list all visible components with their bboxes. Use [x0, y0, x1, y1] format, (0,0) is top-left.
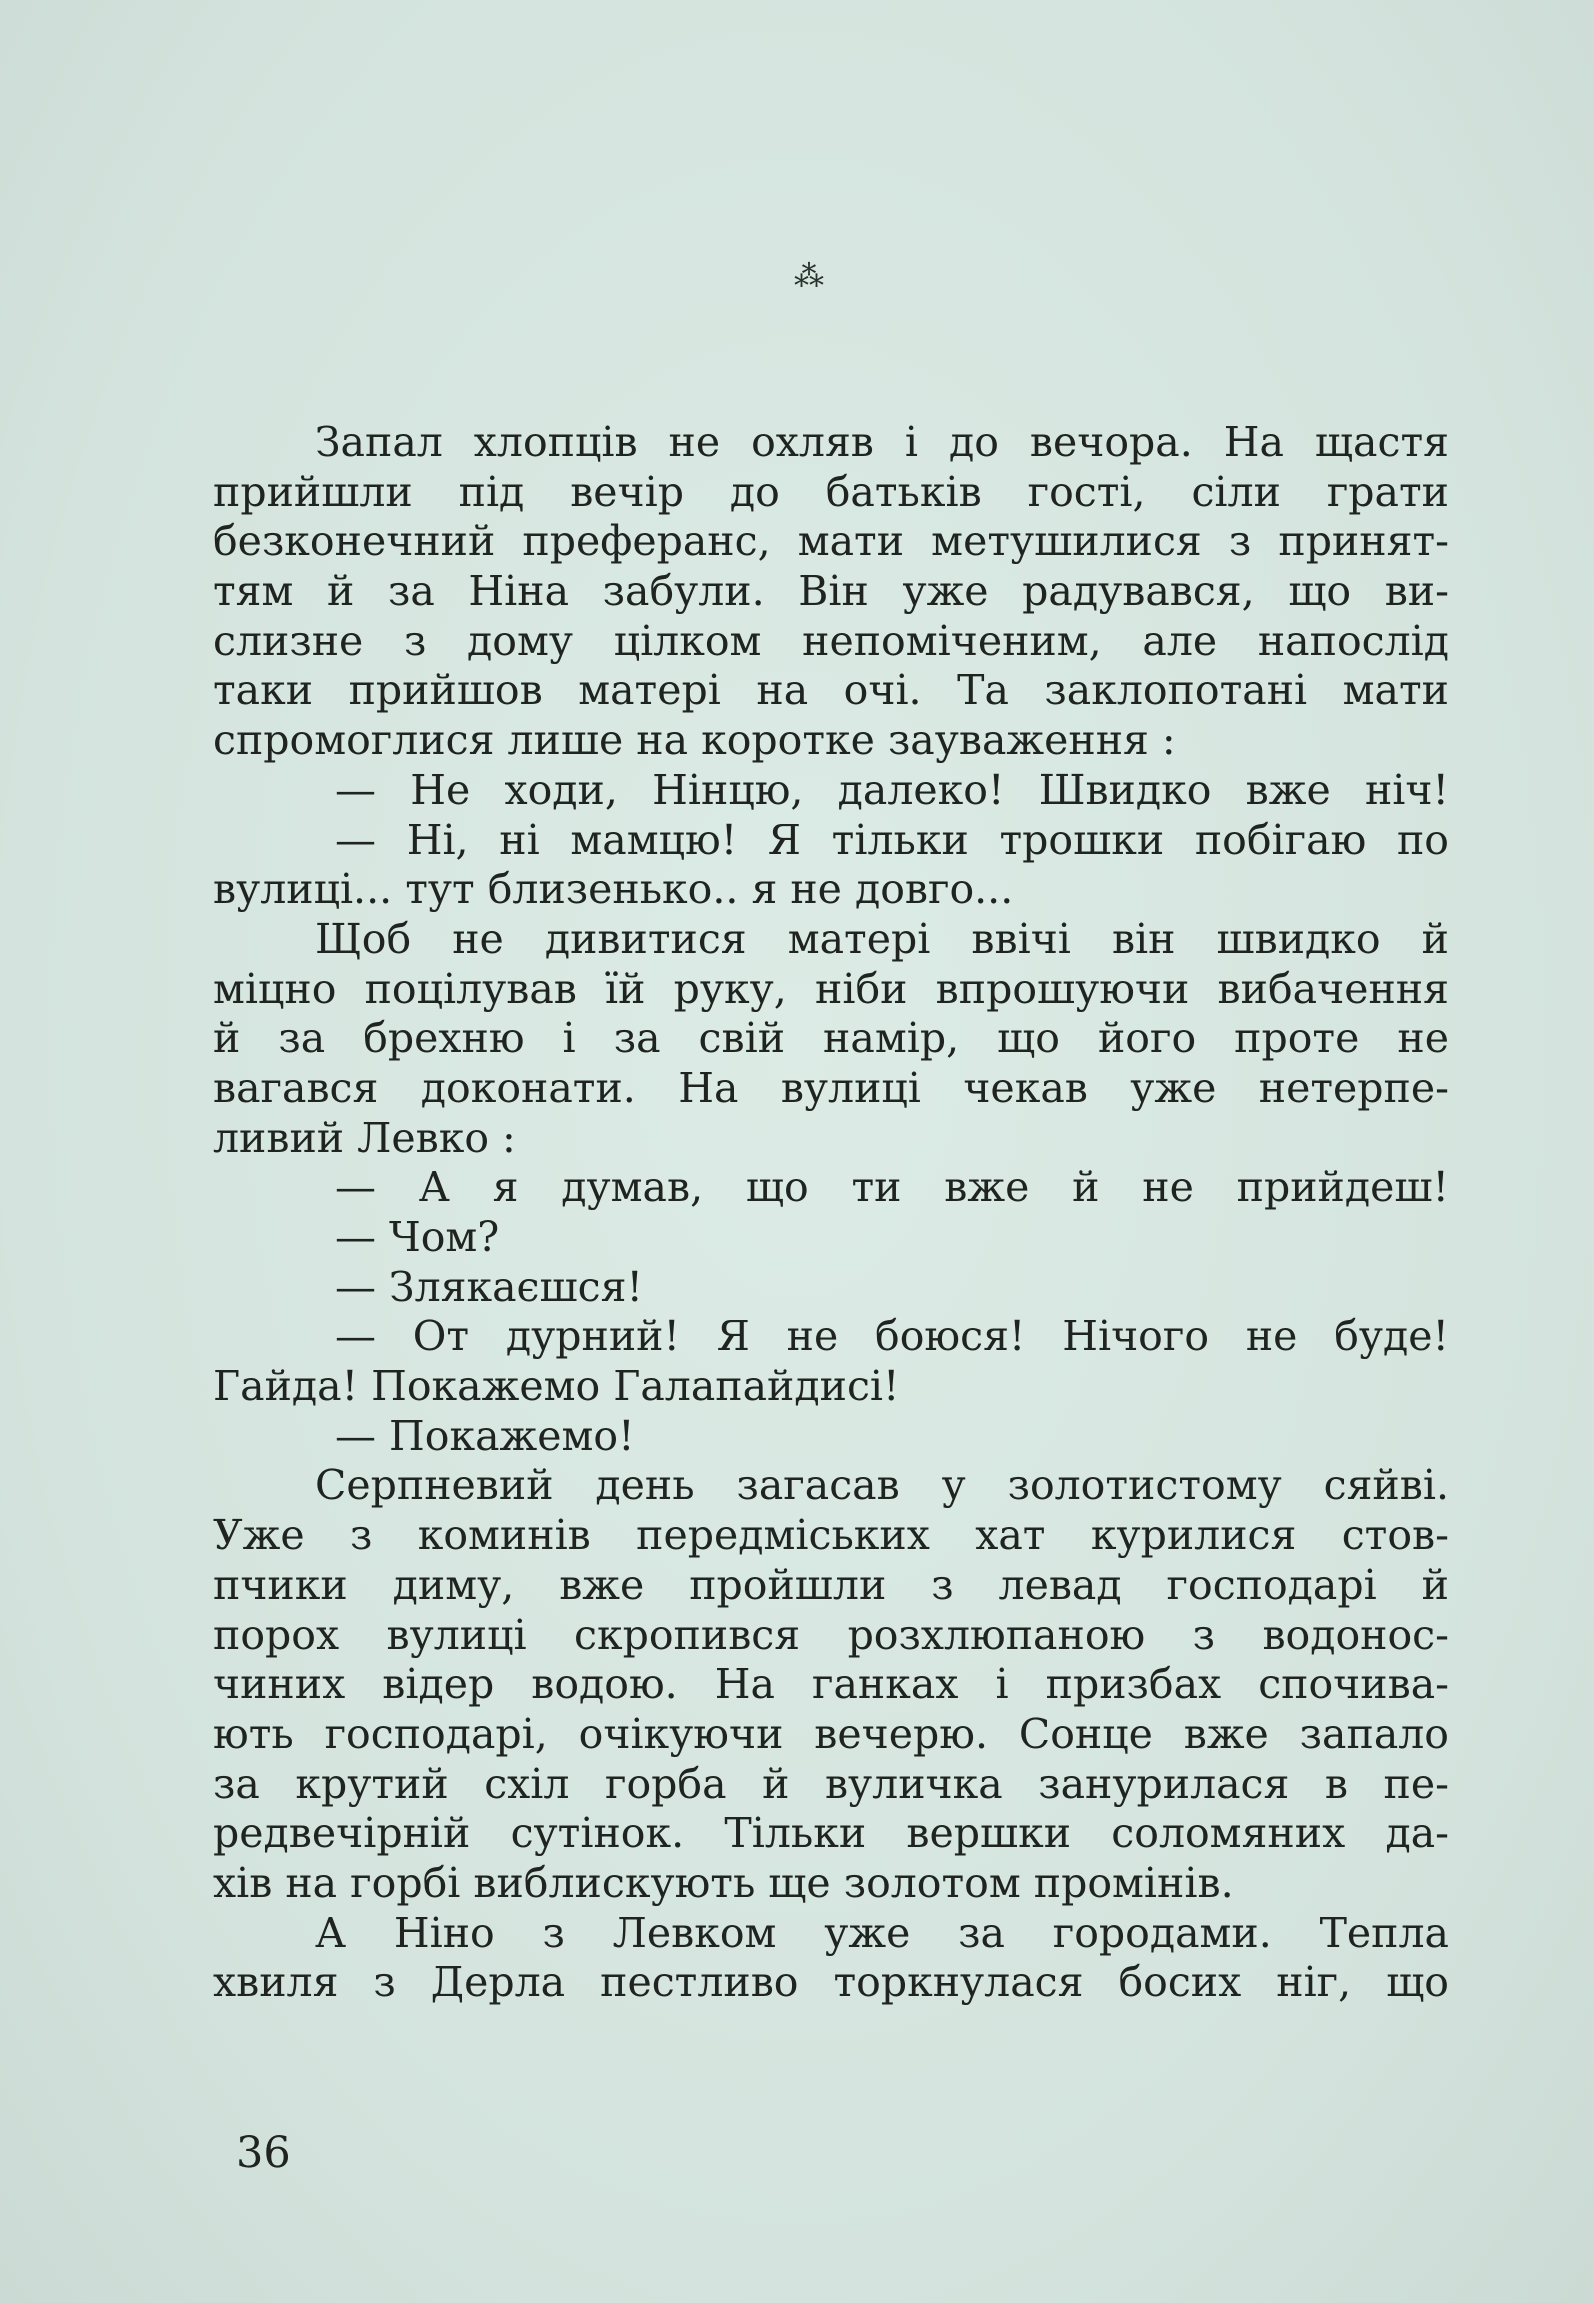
- page-number: 36: [236, 2128, 291, 2178]
- body-text: [213, 418, 1449, 2008]
- text-line: міцно поцілував їй руку, ніби впрошуючи вибачення: [213, 964, 1449, 1013]
- text-line: Гайда! Покажемо Галапайдисі!: [213, 1362, 900, 1411]
- text-line: порох вулиці скропився розхлюпаною з водонос-: [213, 1610, 1449, 1659]
- text-line: вулиці... тут близенько.. я не довго...: [213, 865, 1014, 914]
- text-line: слизне з дому цілком непоміченим, але напослід: [213, 616, 1449, 665]
- text-line: — Покажемо!: [335, 1411, 635, 1460]
- text-line: редвечірній сутінок. Тільки вершки соломяних да-: [213, 1809, 1449, 1858]
- text-line: спромоглися лише на коротке зауваження :: [213, 716, 1176, 765]
- text-line: за крутий схіл горба й вуличка занурилася в пе-: [213, 1759, 1449, 1808]
- text-line: — Чом?: [335, 1213, 500, 1261]
- text-line: — От дурний! Я не боюся! Нічого не буде!: [335, 1312, 1449, 1361]
- text-line: хвиля з Дерла пестливо торкнулася босих ніг, що: [213, 1958, 1449, 2007]
- text-line: Серпневий день загасав у золотистому сяйві.: [315, 1461, 1449, 1510]
- text-line: — А я думав, що ти вже й не прийдеш!: [335, 1163, 1449, 1212]
- text-line: Уже з коминів передміських хат курилися стов-: [213, 1511, 1449, 1560]
- text-line: — Злякаєшся!: [335, 1262, 643, 1311]
- text-line: тям й за Ніна забули. Він уже радувався, що ви-: [213, 567, 1449, 616]
- text-line: — Не ходи, Нінцю, далеко! Швидко вже ніч!: [335, 765, 1449, 814]
- text-line: безконечний преферанс, мати метушилися з принят-: [213, 517, 1449, 566]
- text-line: таки прийшов матері на очі. Та заклопотані мати: [213, 666, 1449, 715]
- text-line: ють господарі, очікуючи вечерю. Сонце вже запало: [213, 1709, 1449, 1758]
- text-line: Запал хлопців не охляв і до вечора. На щастя: [315, 418, 1449, 466]
- text-line: чиних відер водою. На ганках і призбах спочива-: [213, 1660, 1449, 1709]
- section-asterism: ⁂: [794, 259, 826, 294]
- text-line: Щоб не дивитися матері ввічі він швидко й: [315, 914, 1449, 963]
- text-line: — Ні, ні мамцю! Я тільки трошки побігаю по: [335, 815, 1449, 864]
- text-line: прийшли під вечір до батьків гості, сіли грати: [213, 467, 1449, 516]
- text-line: хів на горбі виблискують ще золотом промінів.: [213, 1858, 1234, 1907]
- text-line: пчики диму, вже пройшли з левад господарі й: [213, 1560, 1449, 1609]
- text-line: ливий Левко :: [213, 1113, 516, 1162]
- text-line: А Ніно з Левком уже за городами. Тепла: [315, 1908, 1449, 1957]
- text-line: й за брехню і за свій намір, що його проте не: [213, 1014, 1449, 1063]
- text-line: вагався доконати. На вулиці чекав уже нетерпе-: [213, 1063, 1449, 1112]
